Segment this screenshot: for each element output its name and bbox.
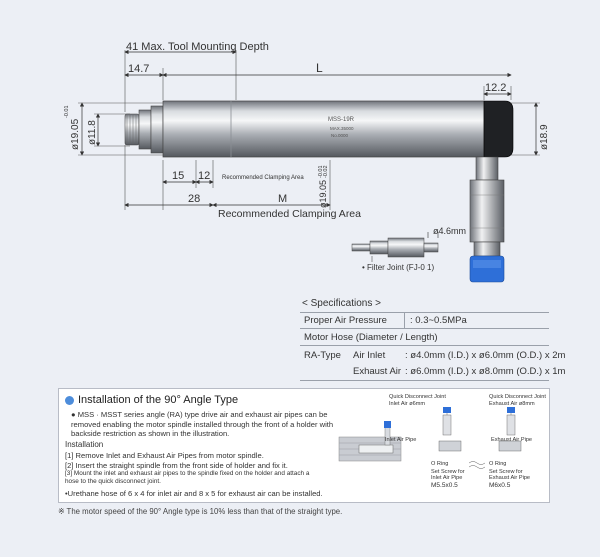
dim-M: M	[278, 193, 288, 205]
filter-joint-label: • Filter Joint (FJ-0 1)	[362, 263, 435, 272]
dim-4-6: ø4.6mm	[433, 226, 467, 236]
installation-panel	[58, 388, 550, 503]
dim-19-05-left: ø19.05	[70, 118, 81, 150]
oring-right-label: O Ring	[489, 461, 507, 467]
spec-pressure-value: : 0.3~0.5MPa	[410, 315, 467, 326]
spec-exhaust-value: : ø6.0mm (I.D.) x ø8.0mm (O.D.) x 1m	[405, 366, 566, 377]
spindle-nose	[125, 106, 163, 153]
dim-18-9: ø18.9	[539, 124, 550, 150]
divider	[300, 380, 549, 381]
holder-illustration	[337, 419, 409, 469]
dim-28: 28	[188, 193, 201, 205]
inlet-pipe-label: Inlet Air Pipe	[385, 437, 417, 443]
step-3-cont: hose to the quick disconnect joint.	[65, 477, 161, 485]
oring-left-label: O Ring	[431, 461, 449, 467]
spec-inlet-label: Air Inlet	[353, 350, 386, 361]
spindle-speed-text: MAX.35000	[330, 126, 354, 131]
dim-max-depth: 41 Max. Tool Mounting Depth	[126, 41, 269, 53]
installation-title: Installation of the 90° Angle Type	[78, 394, 239, 406]
spec-hose-label: Motor Hose (Diameter / Length)	[304, 332, 438, 343]
blue-dot-icon	[65, 396, 74, 405]
divider	[300, 328, 549, 329]
screw-inlet-label-2: Inlet Air Pipe	[431, 475, 463, 481]
installation-heading: Installation	[65, 440, 104, 449]
dim-19-05-mid-tol2: -0.02	[323, 165, 329, 178]
qdj-exhaust-label-2: Exhaust Air ø8mm	[489, 401, 535, 407]
spec-pressure-label: Proper Air Pressure	[304, 315, 387, 326]
filter-joint	[352, 232, 438, 262]
exhaust-pipe-label: Exhaust Air Pipe	[491, 437, 533, 443]
step-3: [3] Mount the inlet and exhaust air pipes to the spindle fixed on the holder and attach a	[65, 470, 310, 477]
dim-12-2: 12.2	[485, 82, 507, 94]
m6-label: M6x0.5	[489, 482, 511, 489]
screw-exhaust-label-2: Exhaust Air Pipe	[489, 475, 531, 481]
divider	[404, 312, 405, 328]
spec-ratype-label: RA-Type	[304, 350, 341, 361]
spec-exhaust-label: Exhaust Air	[353, 366, 402, 377]
spindle-serial-text: No.0000	[331, 133, 349, 138]
dim-12: 12	[198, 170, 211, 182]
step-2: [2] Insert the straight spindle from the front side of holder and fix it.	[65, 460, 288, 470]
dim-19-05-mid-tol1: -0.01	[318, 165, 324, 178]
divider	[300, 312, 549, 313]
rec-clamp-small: Recommended Clamping Area	[222, 175, 304, 181]
installation-bullet: ● MSS · MSST series angle (RA) type drive air and exhaust air pipes can be removed enabling the motor spindle installed through the front of a holder with backside restriction as shown in the illustration.	[71, 410, 334, 438]
specs-title: < Specifications >	[302, 298, 381, 309]
hose-fitting	[470, 180, 504, 242]
spindle-body	[163, 101, 484, 157]
m5-label: M5.5x0.5	[431, 482, 458, 489]
qdj-exhaust-label-1: Quick Disconnect Joint	[489, 394, 546, 400]
installation-steps	[65, 451, 350, 485]
dim-14-7: 14.7	[128, 63, 150, 75]
screw-inlet-label-1: Set Screw for	[431, 469, 465, 475]
divider	[300, 345, 549, 346]
rec-clamp: Recommended Clamping Area	[218, 208, 361, 220]
dim-L: L	[316, 61, 323, 75]
qdj-inlet-label-1: Quick Disconnect Joint	[389, 394, 446, 400]
hose-note: •Urethane hose of 6 x 4 for inlet air and 8 x 5 for exhaust air can be installed.	[65, 489, 323, 498]
spindle-model-text: MSS-19R	[328, 117, 355, 123]
qdj-inlet-label-2: Inlet Air ø6mm	[389, 401, 426, 407]
dim-19-05-mid: ø19.05	[318, 179, 328, 208]
step-1: [1] Remove Inlet and Exhaust Air Pipes from motor spindle.	[65, 451, 264, 460]
footnote: ※ The motor speed of the 90° Angle type is 10% less than that of the straight type.	[58, 507, 343, 516]
spindle-head	[484, 101, 513, 157]
dim-15: 15	[172, 170, 185, 182]
installation-title-row	[65, 394, 238, 406]
screw-exhaust-label-1: Set Screw for	[489, 469, 523, 475]
dim-11-8: ø11.8	[87, 120, 98, 145]
dim-19-05-left-tol: -0.01	[64, 105, 70, 118]
spec-inlet-value: : ø4.0mm (I.D.) x ø6.0mm (O.D.) x 2m	[405, 350, 566, 361]
blue-quick-connector	[470, 256, 504, 282]
